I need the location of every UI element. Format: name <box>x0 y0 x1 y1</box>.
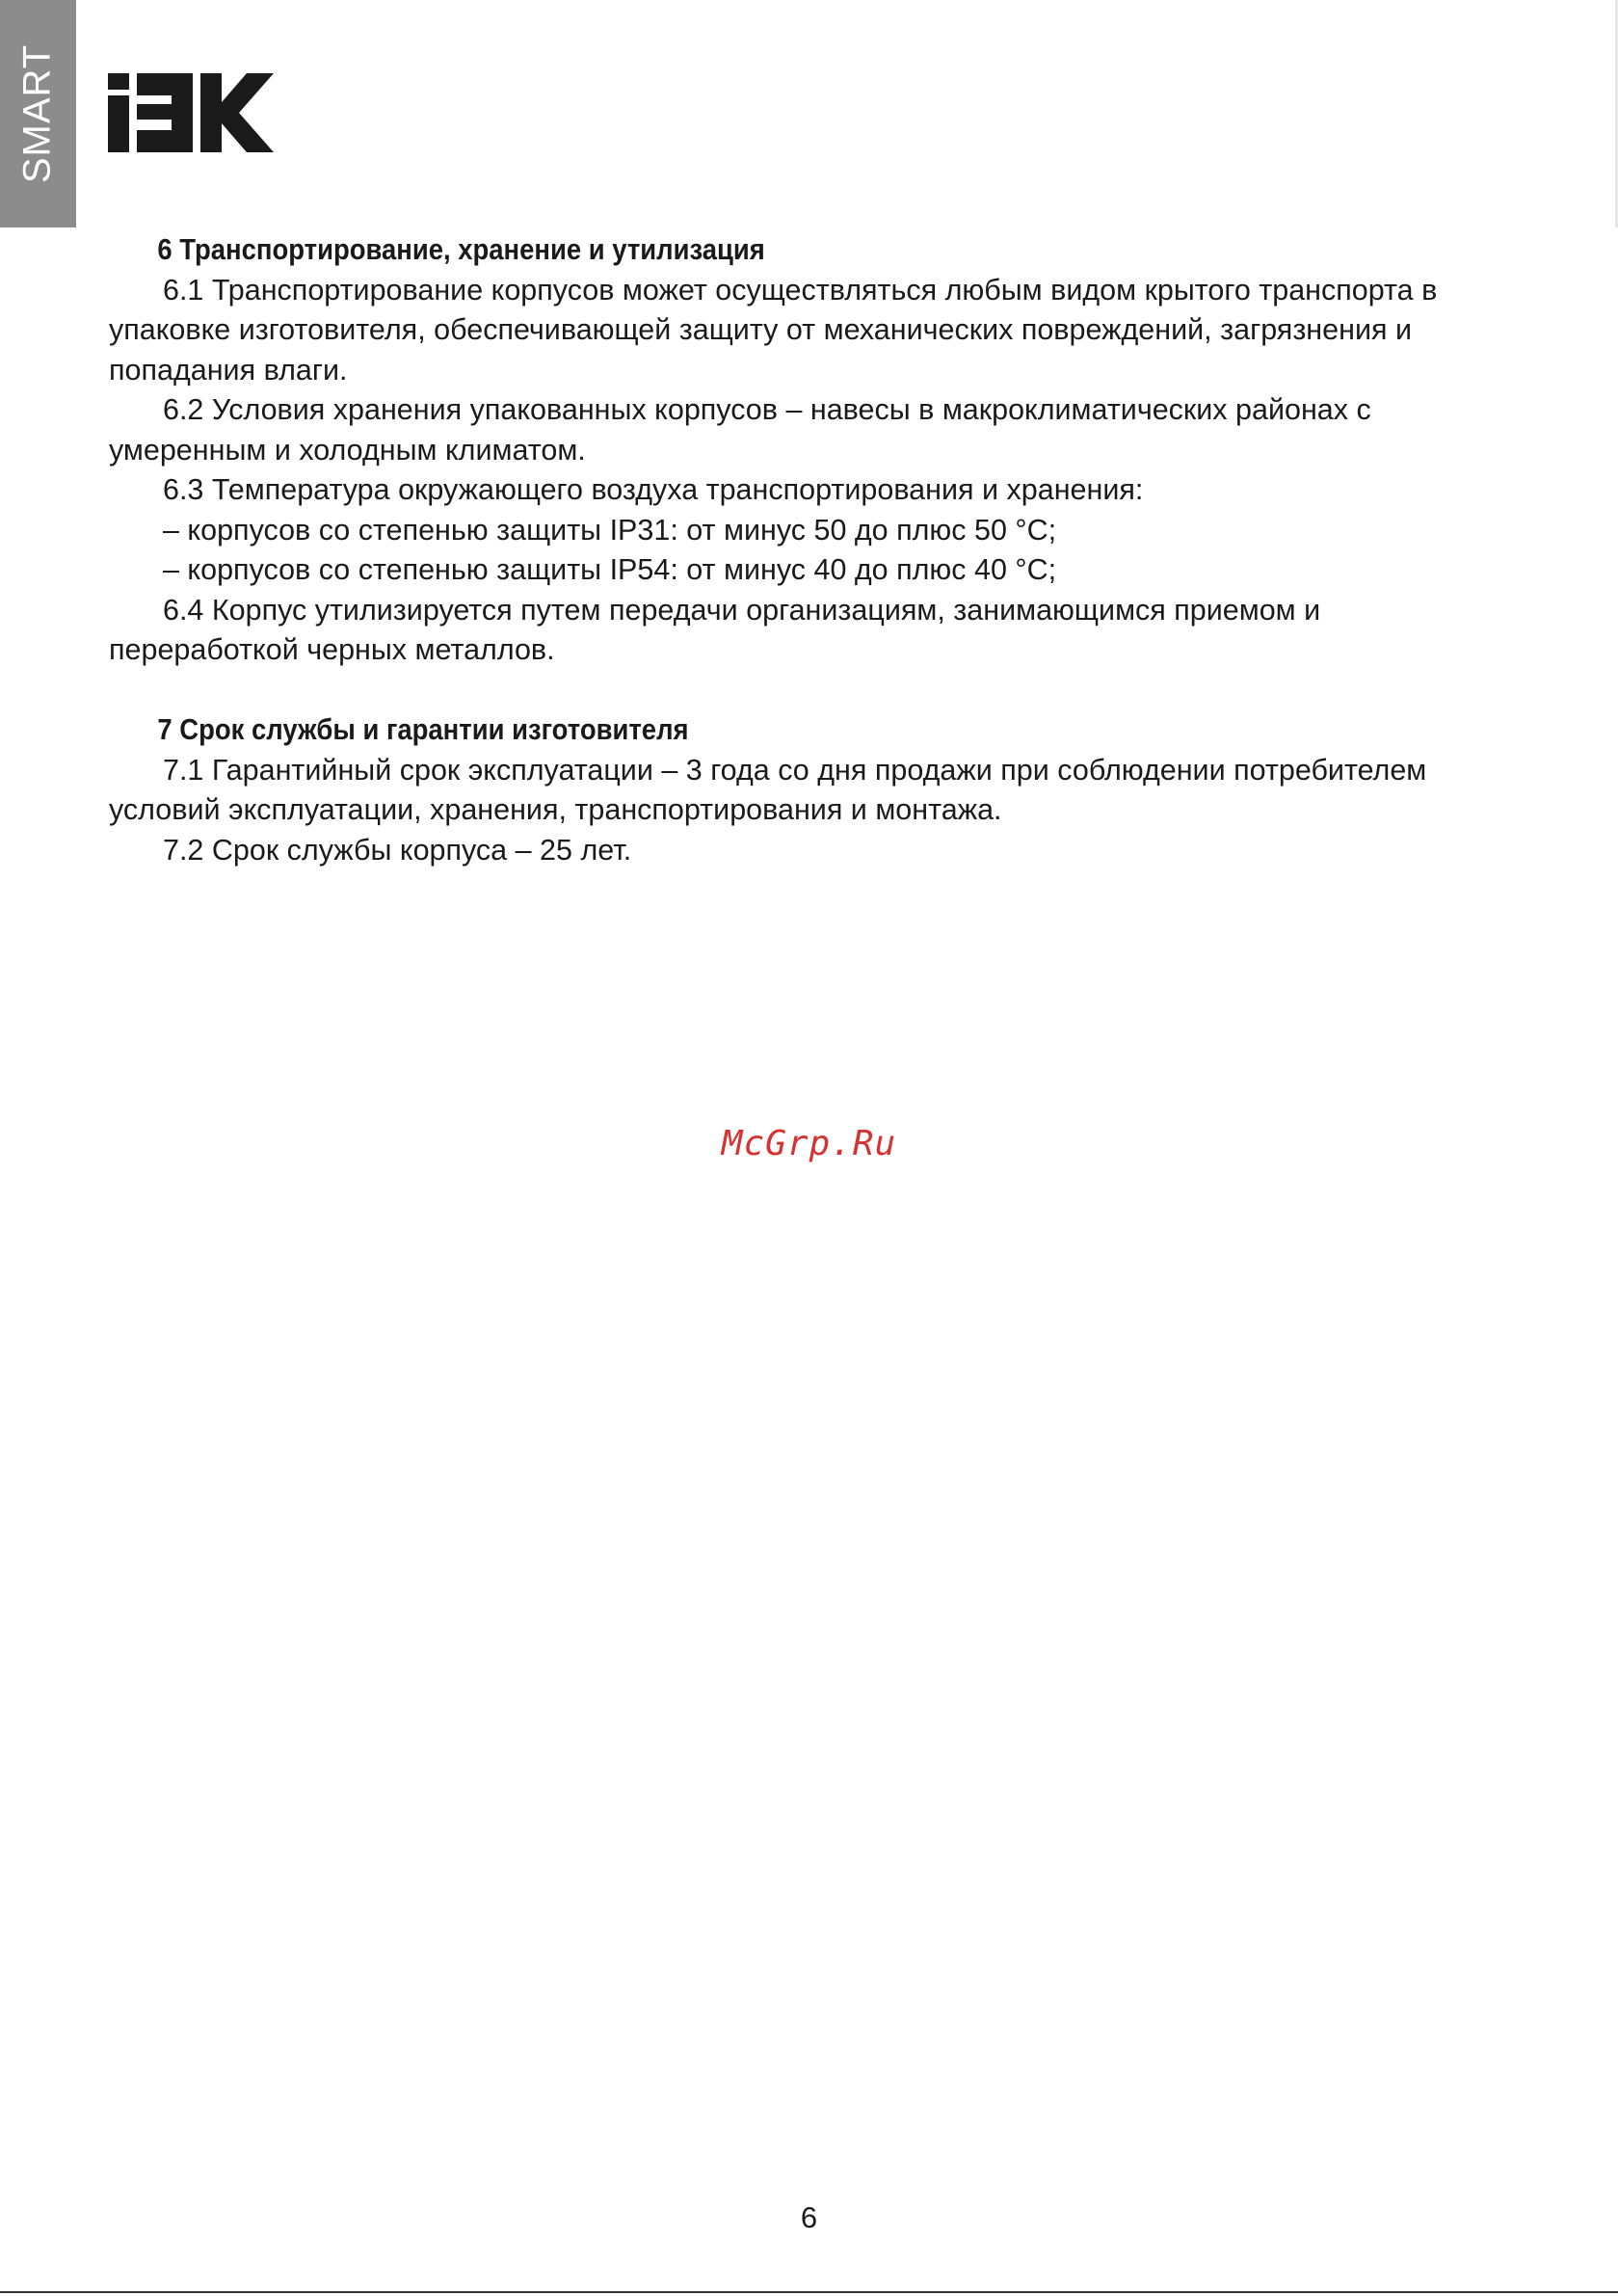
paragraph: 6.1 Транспортирование корпусов может осуществляться любым видом крытого транспорта в упаковке изготовителя, обеспечивающей защиту от механических повреждений, загрязнения и попадания влаги. <box>109 273 1438 387</box>
list-item: – корпусов со степенью защиты IP54: от минус 40 до плюс 40 °С; <box>163 553 1057 586</box>
paragraph: 6.3 Температура окружающего воздуха транспортирования и хранения: <box>163 473 1144 506</box>
iek-logo-icon <box>108 73 274 152</box>
bottom-rule <box>0 2291 1618 2293</box>
iek-logo <box>108 73 274 152</box>
paragraph: 6.4 Корпус утилизируется путем передачи организациям, занимающимся приемом и переработкой черных металлов. <box>109 593 1321 666</box>
section-6 <box>109 230 1458 671</box>
document-body <box>109 230 1458 870</box>
side-tab <box>0 0 76 227</box>
paragraph: 7.2 Срок службы корпуса – 25 лет. <box>163 833 632 867</box>
list-item: – корпусов со степенью защиты IP31: от минус 50 до плюс 50 °С; <box>163 513 1057 547</box>
section-heading: 7 Срок службы и гарантии изготовителя <box>157 713 689 746</box>
section-spacer <box>109 671 1458 711</box>
page-number: 6 <box>800 2201 818 2234</box>
side-tab-label: SMART <box>15 43 59 184</box>
paragraph: 6.2 Условия хранения упакованных корпусов – навесы в макроклиматических районах с умеренным и холодным климатом. <box>109 393 1371 467</box>
paragraph: 7.1 Гарантийный срок эксплуатации – 3 года со дня продажи при соблюдении потребителем условий эксплуатации, хранения, транспортирования и монтажа. <box>109 753 1427 826</box>
section-7 <box>109 710 1458 870</box>
section-heading: 6 Транспортирование, хранение и утилизация <box>157 233 765 266</box>
watermark: McGrp.Ru <box>721 1124 897 1163</box>
